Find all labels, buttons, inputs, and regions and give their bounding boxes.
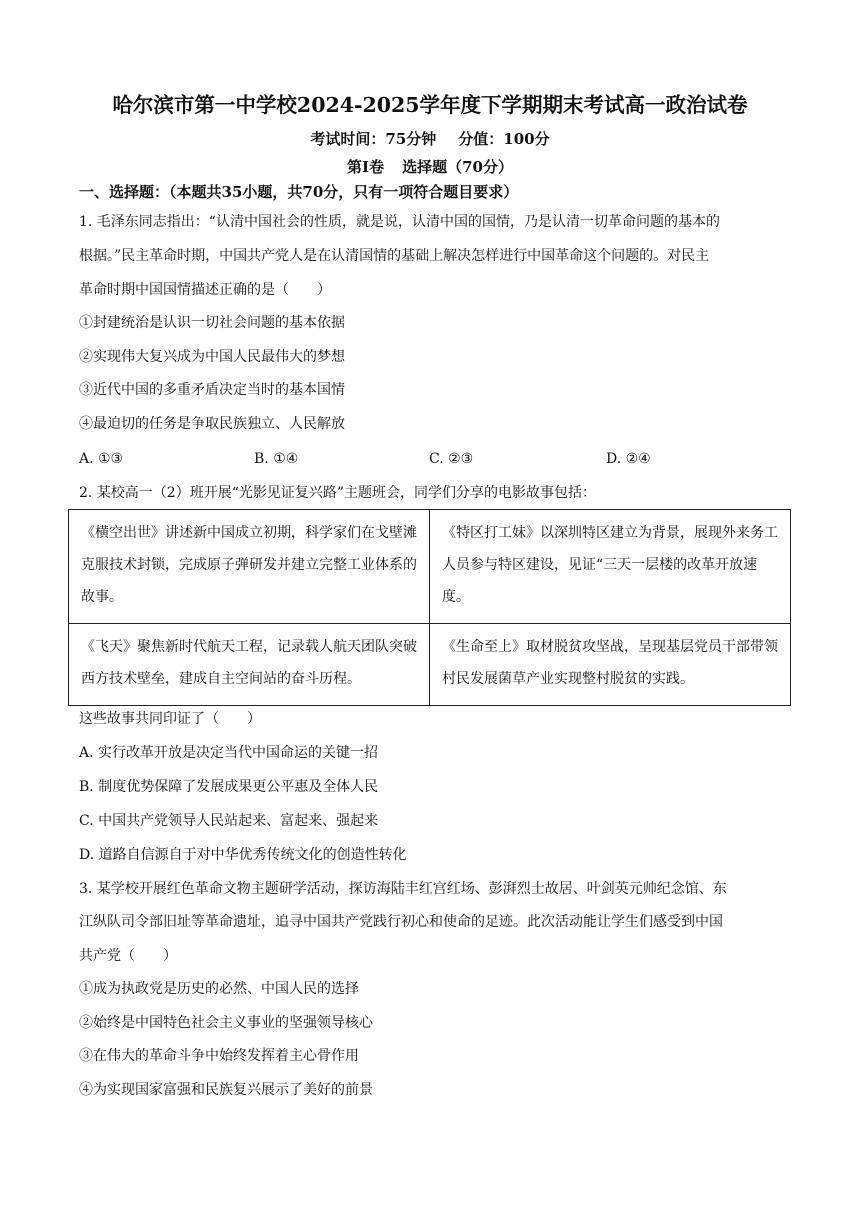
table-cell-film: 《横空出世》讲述新中国成立初期，科学家们在戈壁滩克服技术封锁，完成原子弹研发并建立完整工业体系的故事。 bbox=[69, 510, 430, 624]
q3-stem-line: 3. 某学校开展红色革命文物主题研学活动，探访海陆丰红宫红场、彭湃烈士故居、叶剑英元帅纪念馆、东 bbox=[79, 881, 727, 897]
q3-statement: ③在伟大的革命斗争中始终发挥着主心骨作用 bbox=[79, 1048, 359, 1064]
film-stories-table bbox=[68, 509, 791, 706]
section-heading: 一、选择题：（本题共35小题，共70分，只有一项符合题目要求） bbox=[79, 183, 519, 201]
q1-statement: ③近代中国的多重矛盾决定当时的基本国情 bbox=[79, 382, 345, 398]
q1-statement: ①封建统治是认识一切社会问题的基本依据 bbox=[79, 315, 345, 331]
volume-number: 第Ⅰ卷 bbox=[347, 158, 385, 176]
q2-option-c[interactable]: C. 中国共产党领导人民站起来、富起来、强起来 bbox=[79, 813, 379, 829]
q1-statement: ②实现伟大复兴成为中国人民最伟大的梦想 bbox=[79, 349, 345, 365]
q2-followup: 这些故事共同印证了（ ） bbox=[79, 711, 261, 727]
q1-statement: ④最迫切的任务是争取民族独立、人民解放 bbox=[79, 416, 345, 432]
q1-option-a[interactable]: A. ①③ bbox=[79, 451, 124, 467]
table-cell-film: 《飞天》聚焦新时代航天工程，记录载人航天团队突破西方技术壁垒，建成自主空间站的奋斗历程。 bbox=[69, 624, 430, 706]
q1-option-c[interactable]: C. ②③ bbox=[429, 451, 474, 467]
q3-statement: ①成为执政党是历史的必然、中国人民的选择 bbox=[79, 981, 359, 997]
q1-stem-line: 根据。”民主革命时期，中国共产党人是在认清国情的基础上解决怎样进行中国革命这个问题的。对民主 bbox=[79, 248, 710, 264]
table-row bbox=[69, 510, 791, 624]
table-row bbox=[69, 624, 791, 706]
exam-time: 考试时间：75分钟 bbox=[310, 130, 437, 148]
q1-option-b[interactable]: B. ①④ bbox=[254, 451, 299, 467]
volume-name: 选择题（70分） bbox=[402, 158, 513, 176]
q1-option-d[interactable]: D. ②④ bbox=[606, 451, 651, 467]
q2-option-d[interactable]: D. 道路自信源自于对中华优秀传统文化的创造性转化 bbox=[79, 847, 407, 863]
q3-stem-line: 共产党（ ） bbox=[79, 948, 177, 964]
volume-heading bbox=[0, 156, 860, 177]
q3-stem-line: 江纵队司令部旧址等革命遗址，追寻中国共产党践行初心和使命的足迹。此次活动能让学生们感受到中国 bbox=[79, 914, 723, 930]
q3-statement: ④为实现国家富强和民族复兴展示了美好的前景 bbox=[79, 1082, 373, 1098]
q3-statement: ②始终是中国特色社会主义事业的坚强领导核心 bbox=[79, 1015, 373, 1031]
exam-title: 哈尔滨市第一中学校2024-2025学年度下学期期末考试高一政治试卷 bbox=[112, 93, 748, 117]
exam-info bbox=[0, 128, 860, 149]
q2-option-a[interactable]: A. 实行改革开放是决定当代中国命运的关键一招 bbox=[79, 745, 379, 761]
q2-stem: 2. 某校高一（2）班开展“光影见证复兴路”主题班会，同学们分享的电影故事包括： bbox=[79, 485, 597, 501]
table-cell-film: 《生命至上》取材脱贫攻坚战，呈现基层党员干部带领村民发展菌草产业实现整村脱贫的实践。 bbox=[430, 624, 791, 706]
exam-score: 分值：100分 bbox=[458, 130, 550, 148]
q1-stem-line: 革命时期中国国情描述正确的是（ ） bbox=[79, 282, 331, 298]
table-cell-film: 《特区打工妹》以深圳特区建立为背景，展现外来务工人员参与特区建设，见证“三天一层楼的改革开放速度。 bbox=[430, 510, 791, 624]
q2-option-b[interactable]: B. 制度优势保障了发展成果更公平惠及全体人民 bbox=[79, 779, 379, 795]
q1-stem-line: 1. 毛泽东同志指出：“认清中国社会的性质，就是说，认清中国的国情，乃是认清一切革命问题的基本的 bbox=[79, 214, 720, 230]
